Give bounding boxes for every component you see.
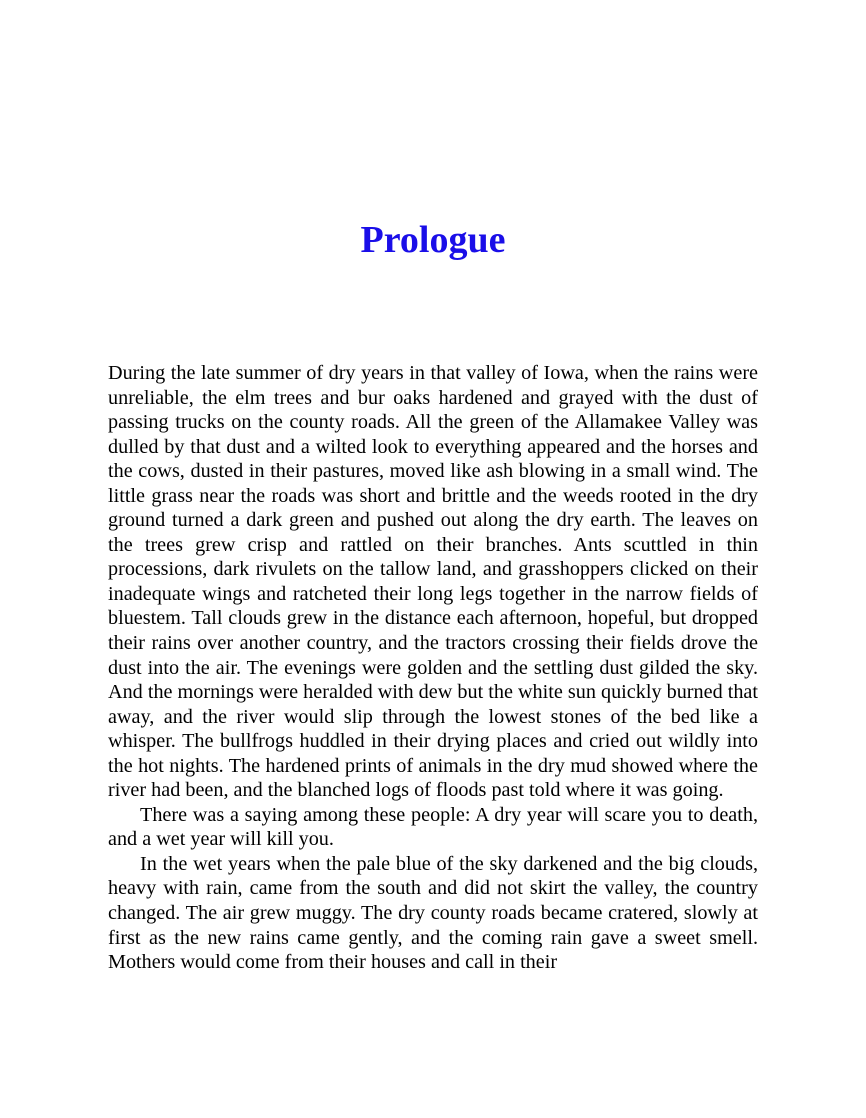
prologue-body: [108, 361, 758, 975]
paragraph-3: In the wet years when the pale blue of the sky darkened and the big clouds, heavy with rain, came from the south and did not skirt the valley, the country changed. The air grew muggy. The dry county roads became cratered, slowly at first as the new rains came gently, and the coming rain gave a sweet smell. Mothers would come from their houses and call in their: [108, 852, 758, 974]
paragraph-2: There was a saying among these people: A dry year will scare you to death, and a wet year will kill you.: [108, 803, 758, 851]
paragraph-1: During the late summer of dry years in that valley of Iowa, when the rains were unreliable, the elm trees and bur oaks hardened and grayed with the dust of passing trucks on the county roads. All the green of the Allamakee Valley was dulled by that dust and a wilted look to everything appeared and the horses and the cows, dusted in their pastures, moved like ash blowing in a small wind. The little grass near the roads was short and brittle and the weeds rooted in the dry ground turned a dark green and pushed out along the dry earth. The leaves on the trees grew crisp and rattled on their branches. Ants scuttled in thin processions, dark rivulets on the tallow land, and grasshoppers clicked on their inadequate wings and ratcheted their long legs together in the narrow fields of bluestem. Tall clouds grew in the distance each afternoon, hopeful, but dropped their rains over another country, and the tractors crossing their fields drove the dust into the air. The evenings were golden and the settling dust gilded the sky. And the mornings were heralded with dew but the white sun quickly burned that away, and the river would slip through the lowest stones of the bed like a whisper. The bullfrogs huddled in their drying places and cried out wildly into the hot nights. The hardened prints of animals in the dry mud showed where the river had been, and the blanched logs of floods past told where it was going.: [108, 362, 758, 802]
chapter-title: Prologue: [360, 219, 506, 261]
